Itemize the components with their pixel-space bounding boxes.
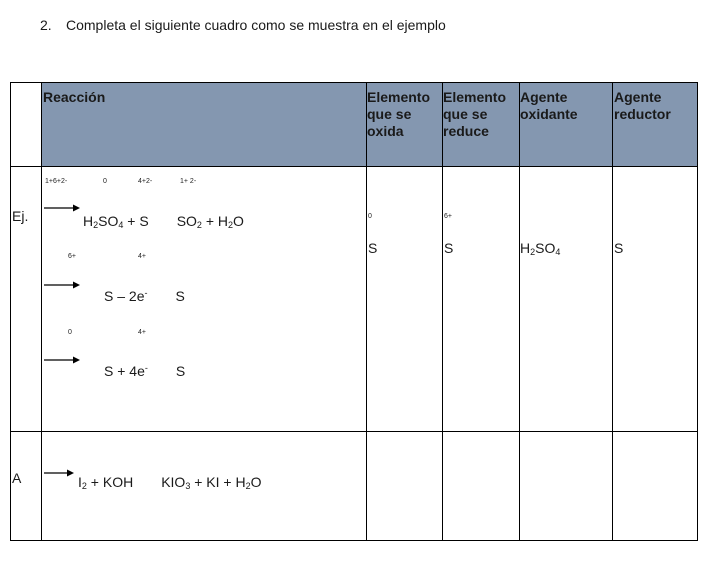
table-border-top [10, 82, 698, 83]
oxidation-number: 6+ [68, 253, 76, 260]
table-border-left [10, 82, 11, 541]
row-divider [10, 431, 698, 432]
header-reduced-element: Elemento que se reduce [443, 89, 507, 139]
header-oxidizing-agent: Agente oxidante [520, 89, 578, 122]
oxidation-number: 1+6+2- [45, 178, 68, 185]
col-divider-4 [519, 82, 520, 541]
oxidation-number: 4+ [138, 329, 146, 336]
example-row-label: Ej. [12, 208, 29, 224]
arrow-icon [44, 203, 80, 213]
row-a-label: A [12, 470, 22, 486]
col-divider-1 [41, 82, 42, 541]
oxidation-number: 0 [68, 329, 72, 336]
example-equation: $H_2SO_4 + S$ $SO_2 + H_2O$ [83, 213, 244, 230]
arrow-icon [44, 468, 74, 478]
col-divider-2 [366, 82, 367, 541]
arrow-icon [44, 280, 80, 290]
oxidation-number: 1+ 2- [180, 178, 197, 185]
instruction-text: Completa el siguiente cuadro como se muestra en el ejemplo [66, 17, 446, 33]
header-divider [10, 166, 698, 167]
half-reaction-reduction: S + 4e- S [104, 363, 186, 379]
reducing-agent: S [614, 240, 624, 256]
oxidation-number: 6+ [444, 213, 452, 220]
oxidation-number: 4+ [138, 253, 146, 260]
oxidation-number: 4+2- [138, 178, 153, 185]
table-border-right [697, 82, 698, 541]
oxidized-element: S [368, 240, 378, 256]
reduced-element: S [444, 240, 454, 256]
col-divider-3 [442, 82, 443, 541]
table-border-bottom [10, 540, 698, 541]
row-a-equation: $I_2$ + KOH $KIO_3$ + KI + $H_2O$ [78, 474, 262, 491]
header-reaction: Reacción [43, 89, 106, 105]
col-divider-5 [612, 82, 613, 541]
header-oxidized-element: Elemento que se oxida [367, 89, 431, 139]
instruction [40, 17, 446, 33]
oxidation-number: 0 [103, 178, 107, 185]
oxidation-number: 0 [368, 213, 372, 220]
redox-table [10, 82, 698, 541]
instruction-number: 2. [40, 17, 52, 33]
oxidizing-agent: $H_2SO_4$ [520, 240, 561, 257]
header-reducing-agent: Agente reductor [614, 89, 671, 122]
half-reaction-oxidation: S – 2e- S [104, 288, 185, 304]
arrow-icon [44, 355, 80, 365]
